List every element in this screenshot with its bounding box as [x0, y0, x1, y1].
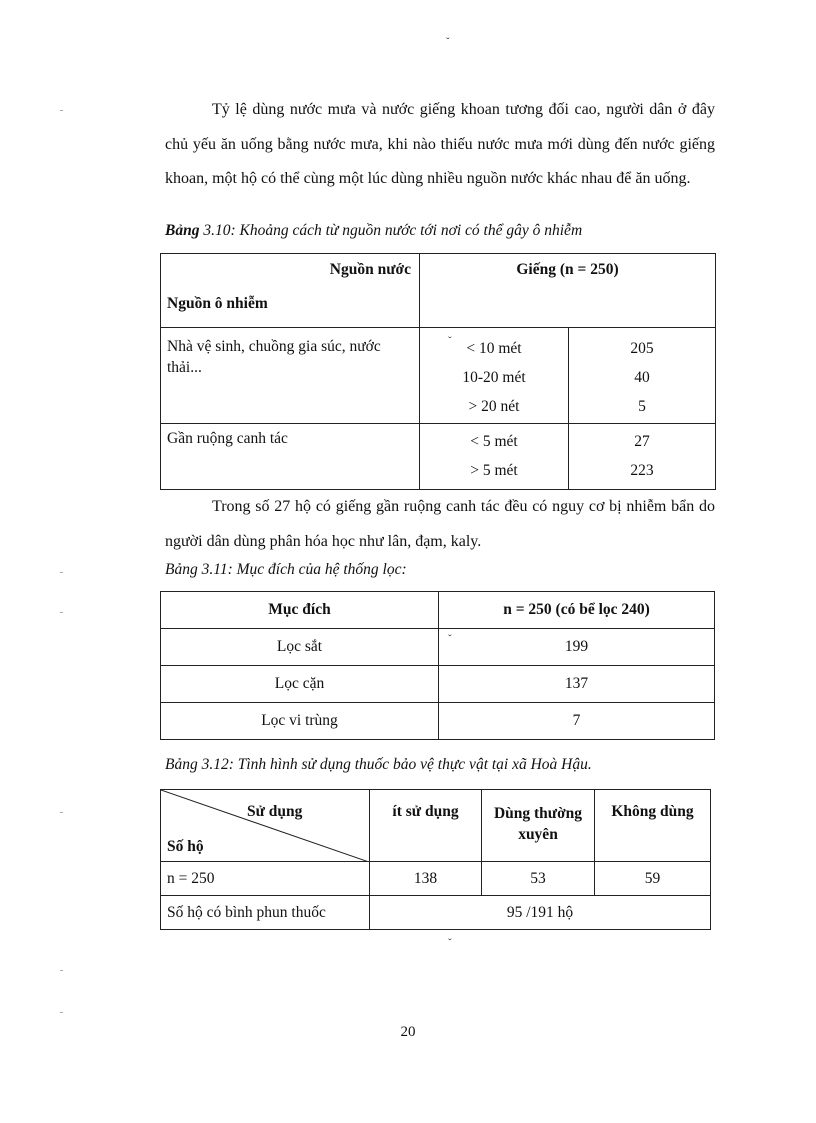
table2-row — [161, 666, 715, 703]
page-number: 20 — [400, 1024, 416, 1040]
paragraph-2-text: Trong số 27 hộ có giếng gần ruộng canh tác đều có nguy cơ bị nhiễm bẩn do người dân dùng phân hóa học như lân, đạm, kaly. — [165, 498, 715, 550]
table3-header-rare: ít sử dụng — [370, 790, 482, 862]
table1-count-cell — [569, 328, 716, 424]
table1-header-row: Nguồn ô nhiễm — [167, 295, 268, 312]
table3-value: 53 — [482, 862, 595, 896]
distance-value: < 5 mét — [470, 433, 518, 450]
scan-mark: ˇ — [446, 36, 450, 48]
paragraph-1-text: Tỷ lệ dùng nước mưa và nước giếng khoan tương đối cao, người dân ở đây chủ yếu ăn uống bằng nước mưa, khi nào thiếu nước mưa mới dùng đến nước giếng khoan, một hộ có thể cùng một lúc dùng nhiều nguồn nước khác nhau để ăn uống. — [165, 101, 715, 187]
table3-value: 138 — [370, 862, 482, 896]
table2-count-cell: 137 — [439, 666, 715, 703]
table2-count-cell: 7 — [439, 703, 715, 740]
table3-header-frequent: Dùng thường xuyên — [482, 790, 595, 862]
table-distance — [160, 253, 716, 490]
count-value: 205 — [630, 340, 654, 357]
table3-row — [161, 862, 711, 896]
table1-source-cell: Gần ruộng canh tác — [161, 424, 420, 490]
table2-count-cell: 199 — [439, 629, 715, 666]
table2-purpose-cell: Lọc cặn — [161, 666, 439, 703]
scan-mark: ˇ — [448, 335, 452, 347]
table2-purpose-cell: Lọc sắt — [161, 629, 439, 666]
table1-distance-cell — [420, 424, 569, 490]
table2-header-purpose: Mục đích — [161, 592, 439, 629]
table3-value-merged: 95 /191 hộ — [370, 896, 711, 930]
table2-header-count: n = 250 (có bể lọc 240) — [439, 592, 715, 629]
table-pesticide-usage — [160, 789, 711, 930]
table1-corner-cell — [161, 254, 420, 328]
table2-caption: Bảng 3.11: Mục đích của hệ thống lọc: — [165, 561, 407, 578]
table3-corner-top: Sử dụng — [247, 803, 303, 820]
paragraph-2 — [165, 490, 715, 559]
distance-value: > 5 mét — [470, 462, 518, 479]
table3-row-label: n = 250 — [161, 862, 370, 896]
table1-caption-text: 3.10: Khoảng cách từ nguồn nước tới nơi có thể gây ô nhiễm — [199, 222, 583, 239]
count-value: 27 — [634, 433, 650, 450]
distance-value: < 10 mét — [466, 340, 522, 357]
table1-source-cell: Nhà vệ sinh, chuồng gia súc, nước thải... — [161, 328, 420, 424]
table3-header-none: Không dùng — [595, 790, 711, 862]
table1-row — [161, 328, 716, 424]
table3-corner-bottom: Số hộ — [167, 838, 204, 855]
margin-mark — [60, 110, 63, 111]
paragraph-1 — [165, 93, 715, 197]
table1-row — [161, 424, 716, 490]
table-filter-purpose — [160, 591, 715, 740]
table1-distance-cell — [420, 328, 569, 424]
scan-mark: ˇ — [448, 633, 452, 645]
margin-mark — [60, 1012, 63, 1013]
table3-corner-cell — [161, 790, 370, 862]
margin-mark — [60, 970, 63, 971]
margin-mark — [60, 812, 63, 813]
table2-row — [161, 703, 715, 740]
table3-row-label: Số hộ có bình phun thuốc — [161, 896, 370, 930]
count-value: 223 — [630, 462, 654, 479]
table1-caption — [165, 222, 582, 240]
table1-caption-label: Bảng — [165, 222, 200, 239]
table2-purpose-cell: Lọc vi trùng — [161, 703, 439, 740]
count-value: 5 — [638, 398, 646, 415]
distance-value: 10-20 mét — [462, 369, 526, 386]
scan-mark: ˇ — [448, 937, 452, 949]
table3-row — [161, 896, 711, 930]
table1-count-cell — [569, 424, 716, 490]
table3-caption: Bảng 3.12: Tình hình sử dụng thuốc bảo vệ thực vật tại xã Hoà Hậu. — [165, 756, 592, 773]
table3-value: 59 — [595, 862, 711, 896]
count-value: 40 — [634, 369, 650, 386]
table2-row — [161, 629, 715, 666]
margin-mark — [60, 572, 63, 573]
distance-value: > 20 nét — [468, 398, 520, 415]
table1-header-col: Nguồn nước — [329, 261, 411, 278]
margin-mark — [60, 612, 63, 613]
table1-header-value: Giếng (n = 250) — [420, 254, 716, 328]
